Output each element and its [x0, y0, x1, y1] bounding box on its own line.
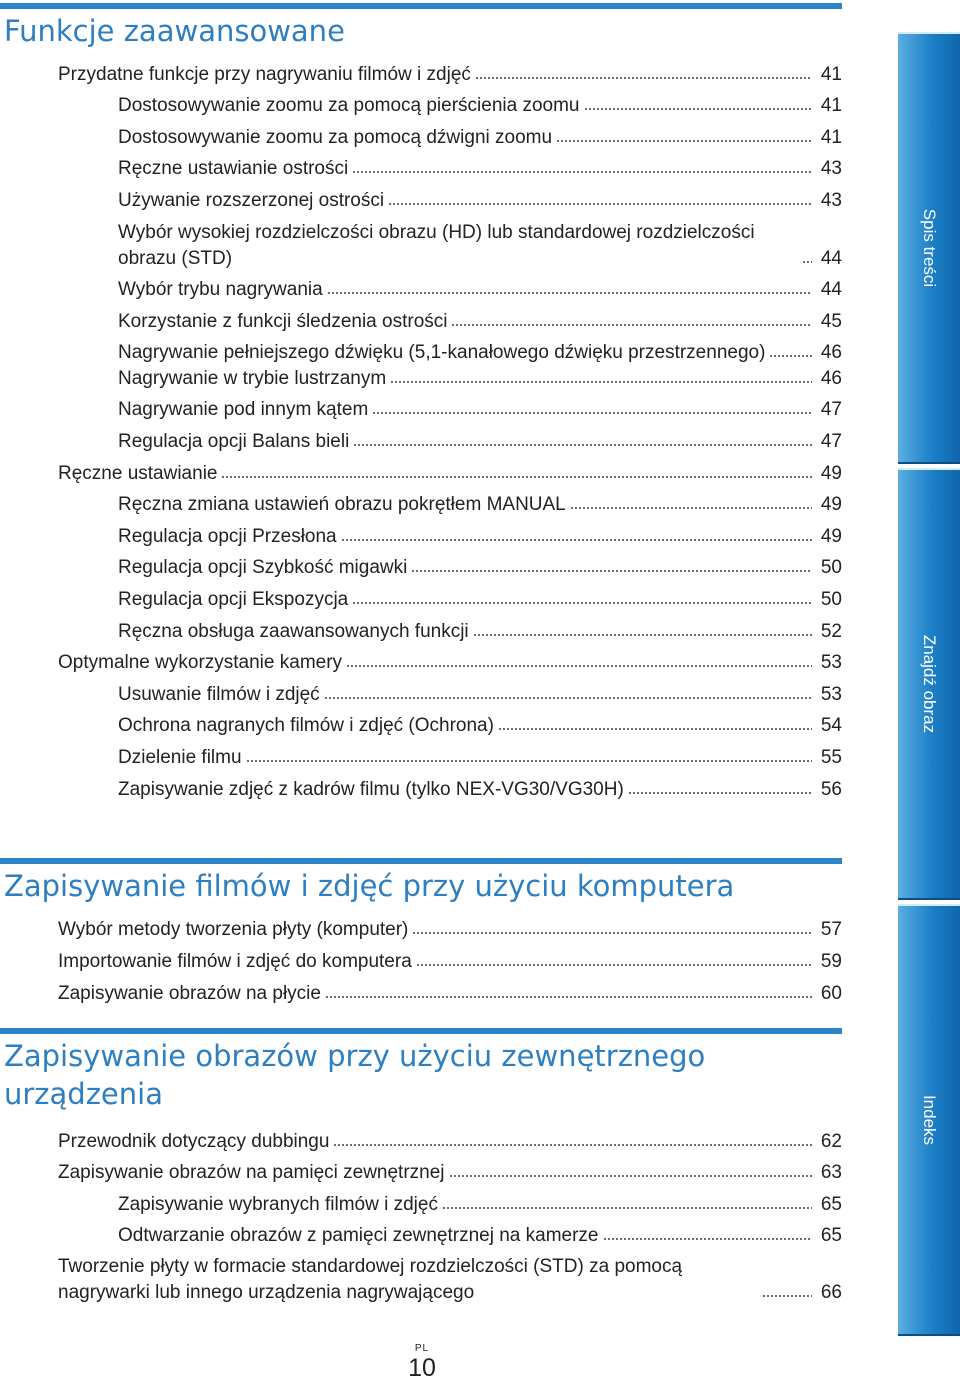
toc-entry-text: Optymalne wykorzystanie kamery	[58, 652, 343, 673]
toc-entry[interactable]	[118, 745, 842, 771]
dot-leader	[221, 474, 812, 480]
toc-entry-text: Nagrywanie pełniejszego dźwięku (5,1-kanałowego dźwięku przestrzennego)	[118, 342, 766, 363]
toc-entry-text: Zapisywanie obrazów na płycie	[58, 983, 321, 1004]
toc-entry-text: Regulacja opcji Ekspozycja	[118, 589, 349, 610]
toc-entry-text: Tworzenie płyty w formacie standardowej rozdzielczości (STD) za pomocą nagrywarki lub innego urządzenia nagrywającego	[58, 1256, 683, 1303]
toc-page-number: 41	[820, 95, 842, 116]
toc-entry[interactable]	[118, 220, 842, 272]
toc-entry[interactable]	[118, 93, 842, 119]
toc-entry[interactable]	[118, 366, 842, 392]
toc-entry-text: Importowanie filmów i zdjęć do komputera	[58, 951, 412, 972]
toc-page-number: 65	[820, 1225, 842, 1246]
dot-leader	[442, 1205, 812, 1211]
toc-page-number: 52	[820, 621, 842, 642]
toc-page-number: 55	[820, 747, 842, 768]
toc-entry[interactable]	[118, 682, 842, 708]
toc-entry[interactable]	[118, 524, 842, 550]
toc-entry-text: Nagrywanie pod innym kątem	[118, 399, 369, 420]
toc-page-number: 56	[820, 779, 842, 800]
dot-leader	[372, 410, 812, 416]
toc-entry[interactable]	[118, 188, 842, 214]
toc-page-number: 50	[820, 557, 842, 578]
dot-leader	[475, 75, 812, 81]
section-title: Zapisywanie obrazów przy użyciu zewnętrznego urządzenia	[4, 1039, 706, 1111]
dot-leader	[584, 106, 812, 112]
toc-entry-text: Przydatne funkcje przy nagrywaniu filmów i zdjęć	[58, 64, 471, 85]
toc-entry-text: Zapisywanie wybranych filmów i zdjęć	[118, 1194, 438, 1215]
dot-leader	[802, 259, 812, 265]
toc-entry[interactable]	[118, 587, 842, 613]
tab-table-of-contents[interactable]	[898, 32, 960, 464]
toc-entry-text: Dostosowywanie zoomu za pomocą pierścienia zoomu	[118, 95, 580, 116]
dot-leader	[769, 353, 812, 359]
dot-leader	[473, 632, 812, 638]
tab-label: Znajdź obraz	[920, 634, 939, 734]
toc-entry-text: Przewodnik dotyczący dubbingu	[58, 1131, 330, 1152]
toc-page-number: 49	[820, 526, 842, 547]
toc-page-number: 44	[820, 279, 842, 300]
toc-entry-text: Regulacja opcji Przesłona	[118, 526, 337, 547]
tab-index[interactable]	[898, 904, 960, 1336]
toc-entry[interactable]	[118, 1192, 842, 1218]
toc-entry[interactable]	[118, 309, 842, 335]
page-number: 10	[408, 1354, 436, 1382]
dot-leader	[412, 930, 812, 936]
dot-leader	[570, 505, 812, 511]
toc-entry-text: Zapisywanie obrazów na pamięci zewnętrznej	[58, 1162, 445, 1183]
toc-page-number: 46	[820, 342, 842, 363]
language-code: PL	[414, 1343, 430, 1354]
toc-entry-text: Ręczna zmiana ustawień obrazu pokrętłem MANUAL	[118, 494, 566, 515]
toc-page-number: 49	[820, 463, 842, 484]
toc-page-number: 53	[820, 684, 842, 705]
toc-entry[interactable]	[118, 429, 842, 455]
toc-entry[interactable]	[118, 397, 842, 423]
toc-page-number: 49	[820, 494, 842, 515]
dot-leader	[390, 379, 812, 385]
toc-entry-text: Ręczne ustawianie ostrości	[118, 158, 349, 179]
dot-leader	[628, 790, 812, 796]
dot-leader	[411, 568, 812, 574]
dot-leader	[324, 695, 812, 701]
dot-leader	[327, 290, 812, 296]
tab-label: Indeks	[920, 1094, 939, 1146]
toc-entry[interactable]	[58, 917, 842, 943]
toc-entry[interactable]	[58, 1254, 842, 1306]
toc-entry-text: Ręczna obsługa zaawansowanych funkcji	[118, 621, 469, 642]
toc-entry-text: Wybór trybu nagrywania	[118, 279, 323, 300]
toc-list	[0, 1025, 842, 1315]
toc-entry[interactable]	[118, 156, 842, 182]
toc-entry[interactable]	[118, 555, 842, 581]
toc-entry[interactable]	[58, 1160, 842, 1186]
dot-leader	[346, 663, 812, 669]
toc-page-number: 65	[820, 1194, 842, 1215]
dot-leader	[762, 1293, 812, 1299]
dot-leader	[416, 962, 812, 968]
dot-leader	[556, 138, 812, 144]
toc-entry[interactable]	[118, 492, 842, 518]
toc-page-number: 53	[820, 652, 842, 673]
toc-entry[interactable]	[58, 62, 842, 88]
toc-page-number: 57	[820, 919, 842, 940]
toc-entry-text: Korzystanie z funkcji śledzenia ostrości	[118, 311, 448, 332]
toc-entry[interactable]	[58, 1129, 842, 1155]
toc-entry-text: Dzielenie filmu	[118, 747, 242, 768]
section-computer	[0, 855, 842, 1015]
dot-leader	[341, 537, 812, 543]
toc-entry[interactable]	[58, 650, 842, 676]
toc-page-number: 54	[820, 715, 842, 736]
toc-entry[interactable]	[118, 619, 842, 645]
dot-leader	[603, 1236, 813, 1242]
toc-entry[interactable]	[118, 777, 842, 803]
toc-entry-text: Wybór metody tworzenia płyty (komputer)	[58, 919, 409, 940]
section-title: Funkcje zaawansowane	[4, 14, 345, 48]
toc-list	[0, 855, 842, 1015]
toc-entry[interactable]	[118, 713, 842, 739]
toc-page-number: 41	[820, 127, 842, 148]
dot-leader	[352, 169, 812, 175]
toc-entry-text: Regulacja opcji Balans bieli	[118, 431, 350, 452]
toc-entry-text: Zapisywanie zdjęć z kadrów filmu (tylko NEX-VG30/VG30H)	[118, 779, 624, 800]
dot-leader	[353, 442, 812, 448]
toc-page-number: 43	[820, 190, 842, 211]
toc-entry[interactable]	[58, 981, 842, 1007]
toc-page-number: 41	[820, 64, 842, 85]
toc-page-number: 63	[820, 1162, 842, 1183]
dot-leader	[246, 758, 812, 764]
toc-entry-text: Używanie rozszerzonej ostrości	[118, 190, 385, 211]
toc-entry[interactable]	[118, 277, 842, 303]
toc-entry-text: Wybór wysokiej rozdzielczości obrazu (HD) lub standardowej rozdzielczości obrazu (STD)	[118, 222, 755, 269]
toc-entry-text: Usuwanie filmów i zdjęć	[118, 684, 320, 705]
toc-page-number: 66	[820, 1282, 842, 1303]
toc-entry-text: Ochrona nagranych filmów i zdjęć (Ochrona)	[118, 715, 494, 736]
toc-entry[interactable]	[118, 1223, 842, 1249]
toc-entry[interactable]	[58, 461, 842, 487]
dot-leader	[333, 1142, 812, 1148]
toc-entry-text: Ręczne ustawianie	[58, 463, 218, 484]
toc-page-number: 46	[820, 368, 842, 389]
tab-find-image[interactable]	[898, 468, 960, 900]
toc-page-number: 62	[820, 1131, 842, 1152]
toc-entry[interactable]	[58, 949, 842, 975]
toc-page-number: 43	[820, 158, 842, 179]
toc-entry-text: Dostosowywanie zoomu za pomocą dźwigni zoomu	[118, 127, 553, 148]
toc-entry-text: Nagrywanie w trybie lustrzanym	[118, 368, 387, 389]
toc-page-number: 50	[820, 589, 842, 610]
tab-label: Spis treści	[920, 208, 939, 288]
toc-page-number: 47	[820, 431, 842, 452]
dot-leader	[451, 322, 812, 328]
toc-page-number: 47	[820, 399, 842, 420]
dot-leader	[449, 1173, 812, 1179]
section-title: Zapisywanie filmów i zdjęć przy użyciu komputera	[4, 869, 735, 903]
toc-page-number: 44	[820, 248, 842, 269]
toc-entry[interactable]	[118, 340, 842, 366]
dot-leader	[352, 600, 812, 606]
dot-leader	[498, 726, 812, 732]
dot-leader	[388, 201, 812, 207]
section-external-device	[0, 1025, 842, 1315]
toc-page-number: 60	[820, 983, 842, 1004]
page-footer	[402, 1343, 442, 1381]
toc-entry-text: Odtwarzanie obrazów z pamięci zewnętrznej na kamerze	[118, 1225, 599, 1246]
dot-leader	[325, 994, 812, 1000]
side-navigation	[898, 32, 960, 1336]
toc-page-number: 45	[820, 311, 842, 332]
toc-entry-text: Regulacja opcji Szybkość migawki	[118, 557, 408, 578]
toc-entry[interactable]	[118, 125, 842, 151]
toc-page-number: 59	[820, 951, 842, 972]
